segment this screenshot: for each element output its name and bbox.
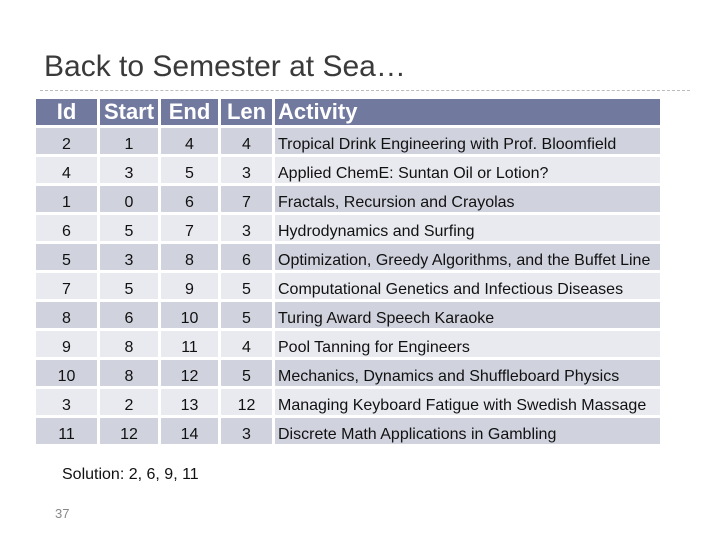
table-row <box>36 128 660 154</box>
cell-id: 8 <box>36 302 97 328</box>
cell-id: 4 <box>36 157 97 183</box>
cell-id: 5 <box>36 244 97 270</box>
solution-text: Solution: 2, 6, 9, 11 <box>62 466 199 483</box>
cell-end: 12 <box>161 360 218 386</box>
cell-start: 12 <box>100 418 158 444</box>
cell-end: 4 <box>161 128 218 154</box>
cell-activity: Applied ChemE: Suntan Oil or Lotion? <box>275 157 660 183</box>
cell-end: 11 <box>161 331 218 357</box>
cell-start: 2 <box>100 389 158 415</box>
cell-id: 1 <box>36 186 97 212</box>
cell-id: 6 <box>36 215 97 241</box>
cell-len: 5 <box>221 302 272 328</box>
table-row <box>36 418 660 444</box>
cell-start: 3 <box>100 157 158 183</box>
header-len: Len <box>221 99 272 125</box>
cell-len: 5 <box>221 273 272 299</box>
cell-id: 9 <box>36 331 97 357</box>
cell-activity: Discrete Math Applications in Gambling <box>275 418 660 444</box>
cell-end: 9 <box>161 273 218 299</box>
header-activity: Activity <box>275 99 660 125</box>
cell-start: 8 <box>100 331 158 357</box>
table-row <box>36 186 660 212</box>
cell-len: 3 <box>221 157 272 183</box>
cell-id: 2 <box>36 128 97 154</box>
page-number: 37 <box>55 506 70 521</box>
cell-start: 1 <box>100 128 158 154</box>
cell-activity: Tropical Drink Engineering with Prof. Bloomfield <box>275 128 660 154</box>
cell-len: 4 <box>221 128 272 154</box>
cell-id: 10 <box>36 360 97 386</box>
cell-activity: Mechanics, Dynamics and Shuffleboard Physics <box>275 360 660 386</box>
table-row <box>36 273 660 299</box>
cell-activity: Computational Genetics and Infectious Diseases <box>275 273 660 299</box>
cell-activity: Fractals, Recursion and Crayolas <box>275 186 660 212</box>
cell-len: 7 <box>221 186 272 212</box>
cell-end: 10 <box>161 302 218 328</box>
cell-end: 5 <box>161 157 218 183</box>
cell-activity: Managing Keyboard Fatigue with Swedish Massage <box>275 389 660 415</box>
cell-end: 7 <box>161 215 218 241</box>
cell-len: 12 <box>221 389 272 415</box>
table-row <box>36 389 660 415</box>
cell-activity: Turing Award Speech Karaoke <box>275 302 660 328</box>
cell-end: 8 <box>161 244 218 270</box>
table-row <box>36 244 660 270</box>
cell-start: 5 <box>100 215 158 241</box>
cell-id: 3 <box>36 389 97 415</box>
cell-id: 11 <box>36 418 97 444</box>
cell-end: 6 <box>161 186 218 212</box>
table-row <box>36 215 660 241</box>
cell-id: 7 <box>36 273 97 299</box>
cell-len: 4 <box>221 331 272 357</box>
table-row <box>36 157 660 183</box>
table-row <box>36 360 660 386</box>
cell-len: 3 <box>221 418 272 444</box>
cell-end: 14 <box>161 418 218 444</box>
table-row <box>36 302 660 328</box>
header-start: Start <box>100 99 158 125</box>
cell-start: 6 <box>100 302 158 328</box>
cell-start: 0 <box>100 186 158 212</box>
cell-end: 13 <box>161 389 218 415</box>
table-row <box>36 331 660 357</box>
slide-title: Back to Semester at Sea… <box>44 50 406 83</box>
header-end: End <box>161 99 218 125</box>
header-id: Id <box>36 99 97 125</box>
cell-start: 3 <box>100 244 158 270</box>
cell-activity: Pool Tanning for Engineers <box>275 331 660 357</box>
cell-len: 3 <box>221 215 272 241</box>
cell-start: 8 <box>100 360 158 386</box>
cell-start: 5 <box>100 273 158 299</box>
title-divider <box>40 90 690 91</box>
cell-len: 5 <box>221 360 272 386</box>
cell-activity: Optimization, Greedy Algorithms, and the Buffet Line <box>275 244 660 270</box>
cell-activity: Hydrodynamics and Surfing <box>275 215 660 241</box>
activities-table <box>33 96 663 447</box>
table-header <box>36 99 660 125</box>
cell-len: 6 <box>221 244 272 270</box>
